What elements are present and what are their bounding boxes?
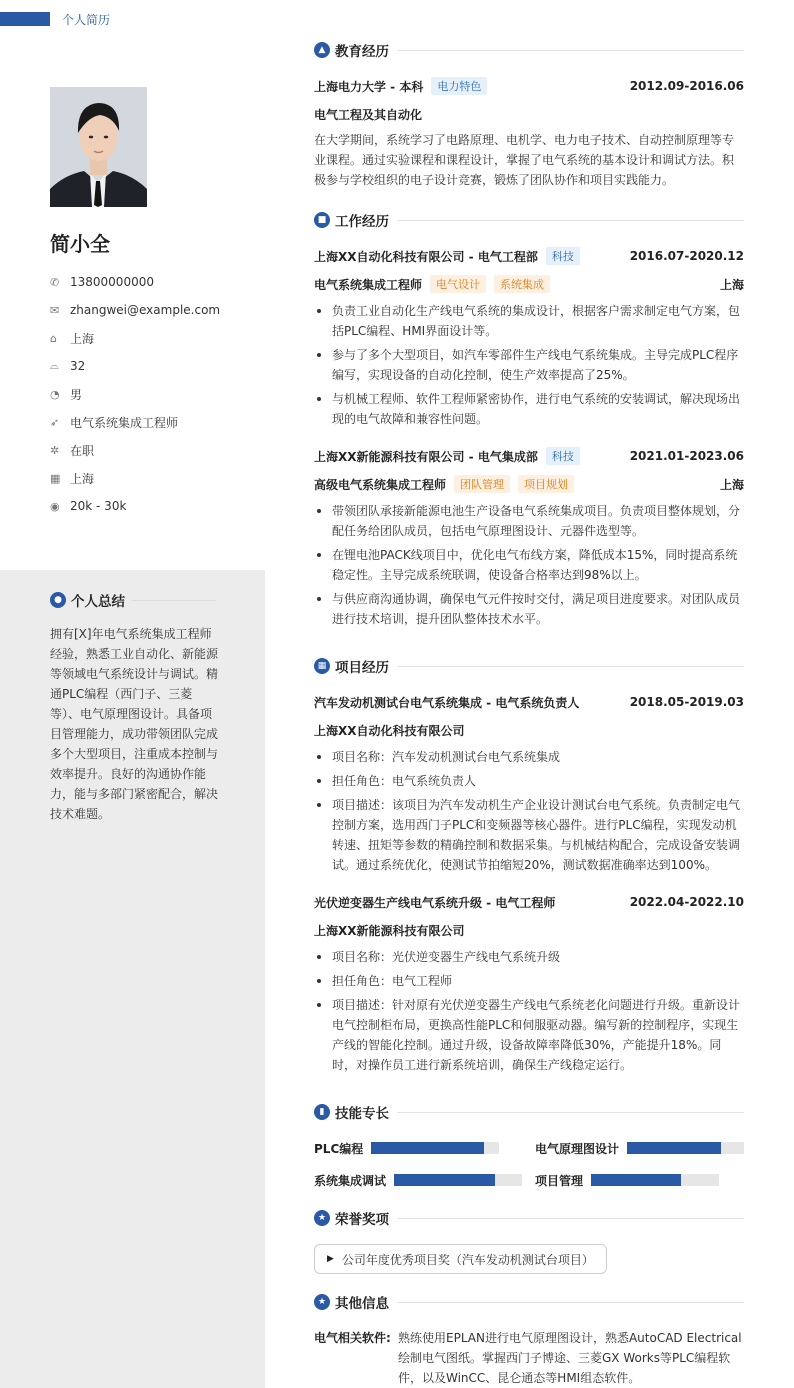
list-item: 在锂电池PACK线项目中，优化电气布线方案，降低成本15%，同时提高系统稳定性。主导完成系统联调，使设备合格率达到98%以上。 <box>314 545 744 585</box>
gender-icon: ◔ <box>50 387 60 401</box>
skill-bar-track <box>371 1142 499 1154</box>
list-item: 项目名称：汽车发动机测试台电气系统集成 <box>314 747 744 767</box>
skill-bar-fill <box>591 1174 681 1186</box>
contact-info-row <box>50 296 220 324</box>
project-header-row <box>314 893 744 911</box>
skill-bar-track <box>627 1142 744 1154</box>
section-projects <box>314 656 744 676</box>
contact-info-text: 13800000000 <box>70 275 154 289</box>
award-text: 公司年度优秀项目奖（汽车发动机测试台项目） <box>341 1252 594 1267</box>
header-accent-bar <box>0 12 50 26</box>
project-company-row <box>314 721 744 739</box>
project-company: 上海XX自动化科技有限公司 <box>314 723 465 738</box>
job-company: 上海XX新能源科技有限公司 - 电气集成部 <box>314 449 538 464</box>
status-icon: ✲ <box>50 443 60 457</box>
education-header-row <box>314 77 744 95</box>
project-period: 2018.05-2019.03 <box>629 695 744 709</box>
phone-icon: ✆ <box>50 275 60 289</box>
section-education <box>314 40 744 60</box>
section-awards <box>314 1208 744 1228</box>
contact-info-text: 在职 <box>70 443 95 458</box>
age-icon: ⌓ <box>50 359 59 372</box>
section-work <box>314 210 744 230</box>
job-role: 电气系统集成工程师 <box>314 277 423 292</box>
project-header-row <box>314 693 744 711</box>
city-icon: ▦ <box>50 471 61 485</box>
list-item: 项目名称：光伏逆变器生产线电气系统升级 <box>314 947 744 967</box>
skill-bar-fill <box>627 1142 721 1154</box>
project-company: 上海XX新能源科技有限公司 <box>314 923 465 938</box>
play-triangle-icon: ▶ <box>327 1254 334 1264</box>
job-period: 2016.07-2020.12 <box>629 249 744 263</box>
home-icon: ⌂ <box>50 331 57 345</box>
education-major-row <box>314 105 744 123</box>
list-item: 负责工业自动化生产线电气系统的集成设计，根据客户需求制定电气方案，包括PLC编程、HMI界面设计等。 <box>314 301 744 341</box>
section-divider <box>397 666 744 667</box>
section-divider <box>397 1218 744 1219</box>
contact-info-row <box>50 408 220 436</box>
section-title: 工作经历 <box>335 214 389 230</box>
contact-info-row <box>50 324 220 352</box>
job-role: 高级电气系统集成工程师 <box>314 477 447 492</box>
summary-divider <box>132 600 216 601</box>
section-title: 技能专长 <box>335 1106 389 1122</box>
skill-bar-track <box>591 1174 719 1186</box>
contact-info-text: 电气系统集成工程师 <box>70 415 179 430</box>
skill-item <box>535 1173 719 1187</box>
job-industry-tag: 科技 <box>546 247 580 265</box>
graduation-cap-icon: ▲ <box>314 42 330 58</box>
list-item: 担任角色：电气系统负责人 <box>314 771 744 791</box>
email-icon: ✉ <box>50 303 60 317</box>
job-skill-tag: 系统集成 <box>494 275 550 293</box>
contact-info-row <box>50 492 220 520</box>
job-skill-tag: 电气设计 <box>430 275 486 293</box>
info-icon: ★ <box>314 1294 330 1310</box>
contact-info-row <box>50 436 220 464</box>
skill-bar-fill <box>371 1142 484 1154</box>
contact-info-row <box>50 380 220 408</box>
project-name: 汽车发动机测试台电气系统集成 - 电气系统负责人 <box>314 695 580 710</box>
skill-label: PLC编程 <box>314 1141 364 1156</box>
summary-text: 拥有[X]年电气系统集成工程师经验，熟悉工业自动化、新能源等领域电气系统设计与调试。精通PLC编程（西门子、三菱等）、电气原理图设计。具备项目管理能力，成功带领团队完成多个大型项目，注重成本控制与效率提升。良好的沟通协作能力，能与多部门紧密配合，解决技术难题。 <box>50 627 219 821</box>
project-company-row <box>314 921 744 939</box>
bar-chart-icon: ▮ <box>314 1104 330 1120</box>
position-icon: ➶ <box>50 415 60 429</box>
skill-label: 系统集成调试 <box>314 1173 387 1188</box>
job-company: 上海XX自动化科技有限公司 - 电气工程部 <box>314 249 538 264</box>
job-skill-tag: 团队管理 <box>454 475 510 493</box>
section-divider <box>397 220 744 221</box>
candidate-name: 简小全 <box>50 232 110 256</box>
skill-bar-fill <box>394 1174 495 1186</box>
education-description: 在大学期间，系统学习了电路原理、电机学、电力电子技术、自动控制原理等专业课程。通过实验课程和课程设计，掌握了电气系统的基本设计和调试方法。积极参与学校组织的电子设计竞赛，锻炼了团队协作和项目实践能力。 <box>314 133 735 187</box>
list-item: 参与了多个大型项目，如汽车零部件生产线电气系统集成。主导完成PLC程序编写，实现设备的自动化控制，使生产效率提高了25%。 <box>314 345 744 385</box>
other-info-key: 电气相关软件: <box>314 1331 391 1345</box>
job-bullets <box>314 501 744 633</box>
section-title: 教育经历 <box>335 44 389 60</box>
section-divider <box>397 1112 744 1113</box>
project-bullets <box>314 947 744 1079</box>
list-item: 项目描述：针对原有光伏逆变器生产线电气系统老化问题进行升级。重新设计电气控制柜布局，更换高性能PLC和伺服驱动器。编写新的控制程序，实现生产线的智能化控制。通过升级，设备故障率降低30%，产能提升18%。同时，对操作员工进行新系统培训，确保生产线稳定运行。 <box>314 995 744 1075</box>
other-info-row <box>314 1328 744 1388</box>
award-item[interactable] <box>314 1244 607 1274</box>
job-header-row <box>314 447 744 465</box>
project-name: 光伏逆变器生产线电气系统升级 - 电气工程师 <box>314 895 556 910</box>
section-divider <box>397 50 744 51</box>
job-header-row <box>314 247 744 265</box>
project-bullets <box>314 747 744 879</box>
project-period: 2022.04-2022.10 <box>629 895 744 909</box>
section-other <box>314 1292 744 1312</box>
skill-item <box>314 1141 499 1155</box>
contact-info-text: 32 <box>70 359 86 373</box>
grid-icon: ▦ <box>314 658 330 674</box>
contact-info-text: 上海 <box>70 331 95 346</box>
user-icon: ● <box>50 592 66 608</box>
other-info-value: 熟练使用EPLAN进行电气原理图设计，熟悉AutoCAD Electrical绘制电气图纸。掌握西门子博途、三菱GX Works等PLC编程软件，以及WinCC、昆仑通态等HMI组态软件。 <box>398 1331 742 1385</box>
contact-info-text: zhangwei@example.com <box>70 303 221 317</box>
job-period: 2021.01-2023.06 <box>629 449 744 463</box>
job-location: 上海 <box>719 277 744 292</box>
section-divider <box>397 1302 744 1303</box>
briefcase-icon: ■ <box>314 212 330 228</box>
skill-bar-track <box>394 1174 522 1186</box>
contact-info-text: 20k - 30k <box>70 499 127 513</box>
section-title: 项目经历 <box>335 660 389 676</box>
job-skill-tag: 项目规划 <box>518 475 574 493</box>
contact-info-list <box>50 268 220 520</box>
contact-info-row <box>50 268 220 296</box>
education-tag: 电力特色 <box>431 77 487 95</box>
job-role-row <box>314 275 744 293</box>
major: 电气工程及其自动化 <box>314 107 423 122</box>
header-label: 个人简历 <box>62 13 111 27</box>
profile-photo <box>50 87 147 207</box>
skill-item <box>314 1173 522 1187</box>
list-item: 带领团队承接新能源电池生产设备电气系统集成项目。负责项目整体规划，分配任务给团队成员，包括电气原理图设计、元器件选型等。 <box>314 501 744 541</box>
skill-label: 项目管理 <box>535 1173 584 1188</box>
list-item: 与机械工程师、软件工程师紧密协作，进行电气系统的安装调试，解决现场出现的电气故障和兼容性问题。 <box>314 389 744 429</box>
summary-title-text: 个人总结 <box>71 594 125 610</box>
list-item: 项目描述：该项目为汽车发动机生产企业设计测试台电气系统。负责制定电气控制方案，选用西门子PLC和变频器等核心器件。进行PLC编程，实现发动机转速、扭矩等参数的精确控制和数据采集。与机械结构配合，完成设备安装调试。通过系统优化，使测试节拍缩短20%，测试数据准确率达到100%。 <box>314 795 744 875</box>
contact-info-row <box>50 464 220 492</box>
job-bullets <box>314 301 744 433</box>
skill-item <box>535 1141 744 1155</box>
job-role-row <box>314 475 744 493</box>
job-industry-tag: 科技 <box>546 447 580 465</box>
section-title: 荣誉奖项 <box>335 1212 389 1228</box>
education-period: 2012.09-2016.06 <box>629 79 744 93</box>
section-skills <box>314 1102 744 1122</box>
contact-info-text: 上海 <box>70 471 95 486</box>
list-item: 担任角色：电气工程师 <box>314 971 744 991</box>
school-name: 上海电力大学 - 本科 <box>314 79 424 94</box>
section-title: 其他信息 <box>335 1296 389 1312</box>
list-item: 与供应商沟通协调，确保电气元件按时交付，满足项目进度要求。对团队成员进行技术培训，提升团队整体技术水平。 <box>314 589 744 629</box>
salary-icon: ◉ <box>50 499 60 513</box>
skill-label: 电气原理图设计 <box>535 1141 620 1156</box>
award-icon: ★ <box>314 1210 330 1226</box>
contact-info-text: 男 <box>70 387 83 402</box>
summary-title <box>50 590 125 610</box>
contact-info-row <box>50 352 220 380</box>
job-location: 上海 <box>719 477 744 492</box>
